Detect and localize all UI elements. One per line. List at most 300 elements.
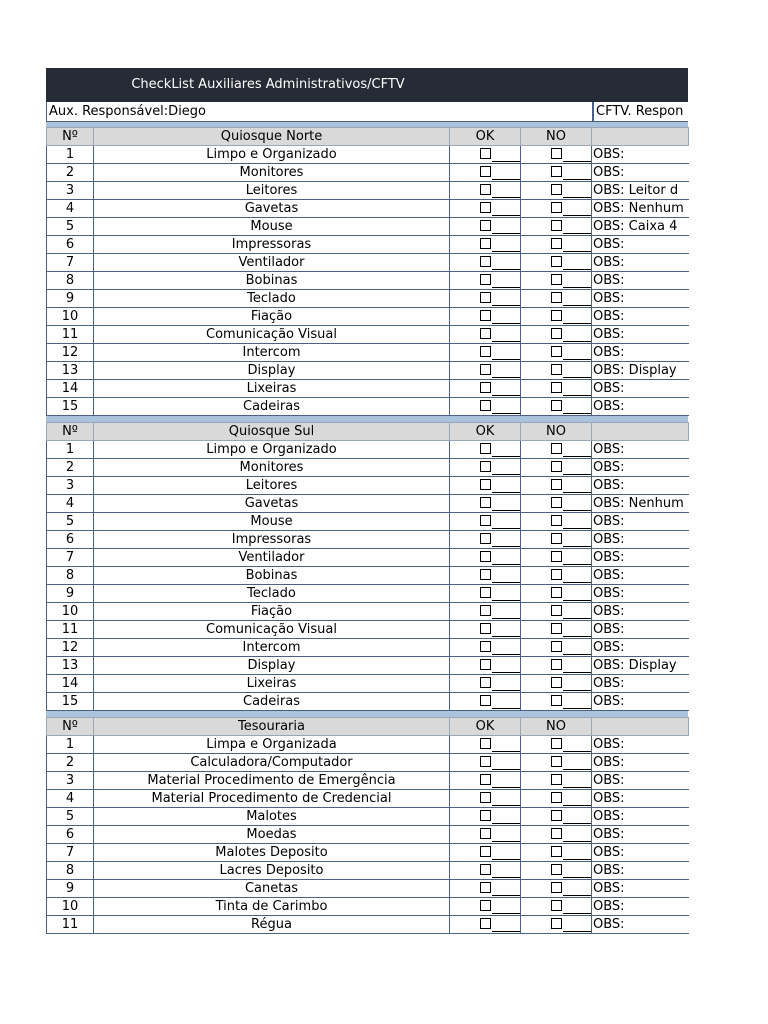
obs-field[interactable]: OBS: [592, 254, 689, 272]
header-ok: OK [450, 718, 521, 736]
no-cell [521, 898, 592, 916]
underline [492, 708, 520, 709]
underline [492, 582, 520, 583]
ok-checkbox[interactable] [480, 792, 491, 803]
item-number: 14 [47, 675, 94, 693]
item-name: Material Procedimento de Credencial [94, 790, 450, 808]
no-cell [521, 862, 592, 880]
no-checkbox[interactable] [551, 346, 562, 357]
item-name: Comunicação Visual [94, 621, 450, 639]
underline [492, 323, 520, 324]
obs-field[interactable]: OBS: [592, 477, 689, 495]
item-name: Lixeiras [94, 380, 450, 398]
item-number: 15 [47, 398, 94, 416]
underline [492, 510, 520, 511]
header-num: Nº [47, 423, 94, 441]
obs-field[interactable]: OBS: [592, 790, 689, 808]
ok-checkbox[interactable] [480, 479, 491, 490]
item-name: Tinta de Carimbo [94, 898, 450, 916]
no-checkbox[interactable] [551, 587, 562, 598]
item-number: 3 [47, 182, 94, 200]
obs-field[interactable]: OBS: Caixa 4 [592, 218, 689, 236]
no-checkbox[interactable] [551, 400, 562, 411]
obs-field[interactable]: OBS: Nenhum [592, 495, 689, 513]
table-row [47, 272, 689, 290]
no-checkbox[interactable] [551, 166, 562, 177]
item-number: 8 [47, 862, 94, 880]
no-checkbox[interactable] [551, 551, 562, 562]
item-number: 7 [47, 844, 94, 862]
no-checkbox[interactable] [551, 774, 562, 785]
underline [563, 895, 591, 896]
no-checkbox[interactable] [551, 202, 562, 213]
no-cell [521, 326, 592, 344]
underline [563, 251, 591, 252]
ok-checkbox[interactable] [480, 310, 491, 321]
no-cell [521, 290, 592, 308]
no-checkbox[interactable] [551, 918, 562, 929]
underline [563, 161, 591, 162]
item-name: Lacres Deposito [94, 862, 450, 880]
underline [492, 600, 520, 601]
item-name: Malotes [94, 808, 450, 826]
table-row [47, 344, 689, 362]
item-name: Limpa e Organizada [94, 736, 450, 754]
item-number: 9 [47, 585, 94, 603]
item-name: Cadeiras [94, 398, 450, 416]
table-row [47, 754, 689, 772]
ok-checkbox[interactable] [480, 882, 491, 893]
ok-checkbox[interactable] [480, 641, 491, 652]
ok-checkbox[interactable] [480, 828, 491, 839]
no-checkbox[interactable] [551, 274, 562, 285]
item-number: 1 [47, 146, 94, 164]
item-name: Ventilador [94, 254, 450, 272]
no-checkbox[interactable] [551, 497, 562, 508]
obs-field[interactable]: OBS: [592, 862, 689, 880]
no-cell [521, 808, 592, 826]
obs-field[interactable]: OBS: [592, 675, 689, 693]
no-checkbox[interactable] [551, 479, 562, 490]
no-checkbox[interactable] [551, 864, 562, 875]
underline [492, 769, 520, 770]
table-row [47, 254, 689, 272]
ok-cell [450, 477, 521, 495]
no-checkbox[interactable] [551, 756, 562, 767]
ok-checkbox[interactable] [480, 918, 491, 929]
no-cell [521, 362, 592, 380]
obs-field[interactable]: OBS: [592, 898, 689, 916]
ok-cell [450, 146, 521, 164]
no-checkbox[interactable] [551, 461, 562, 472]
section-title: Quiosque Sul [94, 423, 450, 441]
no-checkbox[interactable] [551, 443, 562, 454]
underline [492, 413, 520, 414]
no-cell [521, 916, 592, 934]
item-number: 5 [47, 218, 94, 236]
ok-cell [450, 380, 521, 398]
item-number: 10 [47, 308, 94, 326]
ok-cell [450, 308, 521, 326]
ok-cell [450, 603, 521, 621]
ok-checkbox[interactable] [480, 774, 491, 785]
ok-checkbox[interactable] [480, 220, 491, 231]
ok-checkbox[interactable] [480, 382, 491, 393]
underline [492, 546, 520, 547]
obs-field[interactable]: OBS: [592, 567, 689, 585]
no-checkbox[interactable] [551, 659, 562, 670]
underline [563, 708, 591, 709]
no-checkbox[interactable] [551, 364, 562, 375]
no-checkbox[interactable] [551, 846, 562, 857]
underline [563, 305, 591, 306]
responsible-row [46, 102, 688, 122]
table-row [47, 459, 689, 477]
no-checkbox[interactable] [551, 605, 562, 616]
no-checkbox[interactable] [551, 828, 562, 839]
ok-checkbox[interactable] [480, 551, 491, 562]
ok-checkbox[interactable] [480, 810, 491, 821]
obs-field[interactable]: OBS: Display [592, 657, 689, 675]
no-checkbox[interactable] [551, 515, 562, 526]
item-number: 4 [47, 200, 94, 218]
ok-checkbox[interactable] [480, 497, 491, 508]
no-cell [521, 754, 592, 772]
underline [563, 179, 591, 180]
obs-field[interactable]: OBS: [592, 236, 689, 254]
underline [492, 636, 520, 637]
underline [563, 751, 591, 752]
item-name: Fiação [94, 603, 450, 621]
item-name: Moedas [94, 826, 450, 844]
table-row [47, 567, 689, 585]
table-row [47, 362, 689, 380]
underline [563, 690, 591, 691]
ok-cell [450, 790, 521, 808]
table-row [47, 862, 689, 880]
ok-checkbox[interactable] [480, 400, 491, 411]
ok-checkbox[interactable] [480, 864, 491, 875]
item-number: 5 [47, 513, 94, 531]
ok-checkbox[interactable] [480, 605, 491, 616]
ok-checkbox[interactable] [480, 166, 491, 177]
underline [492, 179, 520, 180]
underline [563, 582, 591, 583]
item-number: 8 [47, 567, 94, 585]
underline [492, 377, 520, 378]
ok-cell [450, 290, 521, 308]
item-name: Gavetas [94, 495, 450, 513]
item-number: 6 [47, 531, 94, 549]
underline [492, 859, 520, 860]
checklist-title: CheckList Auxiliares Administrativos/CFTV [131, 77, 405, 92]
table-row [47, 603, 689, 621]
underline [563, 769, 591, 770]
obs-field[interactable]: OBS: [592, 272, 689, 290]
no-checkbox[interactable] [551, 900, 562, 911]
item-name: Lixeiras [94, 675, 450, 693]
ok-checkbox[interactable] [480, 443, 491, 454]
obs-field[interactable]: OBS: [592, 459, 689, 477]
obs-field[interactable]: OBS: [592, 772, 689, 790]
item-name: Gavetas [94, 200, 450, 218]
item-number: 1 [47, 441, 94, 459]
table-row [47, 218, 689, 236]
underline [563, 546, 591, 547]
item-number: 15 [47, 693, 94, 711]
no-checkbox[interactable] [551, 677, 562, 688]
no-checkbox[interactable] [551, 238, 562, 249]
no-cell [521, 639, 592, 657]
checklist-sheet [46, 68, 688, 934]
header-obs [592, 423, 689, 441]
ok-checkbox[interactable] [480, 623, 491, 634]
obs-field[interactable]: OBS: [592, 808, 689, 826]
header-ok: OK [450, 423, 521, 441]
underline [492, 895, 520, 896]
underline [563, 323, 591, 324]
ok-checkbox[interactable] [480, 569, 491, 580]
header-obs [592, 718, 689, 736]
underline [492, 618, 520, 619]
ok-checkbox[interactable] [480, 900, 491, 911]
no-cell [521, 308, 592, 326]
ok-checkbox[interactable] [480, 533, 491, 544]
obs-field[interactable]: OBS: [592, 308, 689, 326]
item-name: Intercom [94, 639, 450, 657]
section-title: Quiosque Norte [94, 128, 450, 146]
no-checkbox[interactable] [551, 695, 562, 706]
underline [563, 456, 591, 457]
table-row [47, 657, 689, 675]
obs-field[interactable]: OBS: [592, 693, 689, 711]
item-name: Mouse [94, 513, 450, 531]
item-name: Impressoras [94, 531, 450, 549]
no-cell [521, 549, 592, 567]
header-no: NO [521, 718, 592, 736]
ok-checkbox[interactable] [480, 184, 491, 195]
underline [563, 877, 591, 878]
obs-field[interactable]: OBS: [592, 736, 689, 754]
no-cell [521, 200, 592, 218]
item-name: Material Procedimento de Emergência [94, 772, 450, 790]
ok-checkbox[interactable] [480, 292, 491, 303]
ok-checkbox[interactable] [480, 202, 491, 213]
item-name: Teclado [94, 585, 450, 603]
no-checkbox[interactable] [551, 882, 562, 893]
item-number: 10 [47, 898, 94, 916]
table-row [47, 380, 689, 398]
underline [563, 672, 591, 673]
underline [563, 269, 591, 270]
underline [492, 474, 520, 475]
underline [492, 233, 520, 234]
item-number: 5 [47, 808, 94, 826]
underline [492, 787, 520, 788]
underline [492, 564, 520, 565]
section-header-row [47, 718, 689, 736]
table-row [47, 398, 689, 416]
no-checkbox[interactable] [551, 382, 562, 393]
no-checkbox[interactable] [551, 220, 562, 231]
underline [492, 805, 520, 806]
obs-field[interactable]: OBS: [592, 585, 689, 603]
underline [563, 197, 591, 198]
ok-checkbox[interactable] [480, 346, 491, 357]
ok-cell [450, 164, 521, 182]
no-cell [521, 826, 592, 844]
ok-checkbox[interactable] [480, 677, 491, 688]
obs-field[interactable]: OBS: [592, 513, 689, 531]
table-row [47, 182, 689, 200]
obs-field[interactable]: OBS: [592, 146, 689, 164]
obs-field[interactable]: OBS: [592, 826, 689, 844]
ok-checkbox[interactable] [480, 461, 491, 472]
underline [563, 636, 591, 637]
ok-checkbox[interactable] [480, 738, 491, 749]
underline [563, 377, 591, 378]
table-row [47, 693, 689, 711]
no-checkbox[interactable] [551, 810, 562, 821]
table-row [47, 826, 689, 844]
ok-cell [450, 754, 521, 772]
obs-field[interactable]: OBS: [592, 916, 689, 934]
obs-field[interactable]: OBS: Nenhum [592, 200, 689, 218]
obs-field[interactable]: OBS: [592, 398, 689, 416]
item-name: Monitores [94, 459, 450, 477]
underline [492, 287, 520, 288]
underline [492, 269, 520, 270]
underline [492, 251, 520, 252]
obs-field[interactable]: OBS: [592, 344, 689, 362]
no-cell [521, 380, 592, 398]
obs-field[interactable]: OBS: [592, 880, 689, 898]
item-number: 6 [47, 236, 94, 254]
item-number: 2 [47, 459, 94, 477]
no-cell [521, 790, 592, 808]
item-name: Intercom [94, 344, 450, 362]
table-row [47, 146, 689, 164]
obs-field[interactable]: OBS: [592, 549, 689, 567]
underline [563, 859, 591, 860]
item-name: Bobinas [94, 272, 450, 290]
obs-field[interactable]: OBS: [592, 290, 689, 308]
item-number: 11 [47, 326, 94, 344]
no-checkbox[interactable] [551, 310, 562, 321]
table-row [47, 639, 689, 657]
obs-field[interactable]: OBS: [592, 754, 689, 772]
obs-field[interactable]: OBS: [592, 441, 689, 459]
no-checkbox[interactable] [551, 569, 562, 580]
obs-field[interactable]: OBS: [592, 639, 689, 657]
ok-checkbox[interactable] [480, 148, 491, 159]
underline [563, 787, 591, 788]
ok-cell [450, 880, 521, 898]
underline [563, 823, 591, 824]
item-name: Régua [94, 916, 450, 934]
table-row [47, 898, 689, 916]
item-name: Cadeiras [94, 693, 450, 711]
obs-field[interactable]: OBS: Leitor d [592, 182, 689, 200]
underline [492, 359, 520, 360]
no-cell [521, 603, 592, 621]
ok-checkbox[interactable] [480, 515, 491, 526]
checklist-table [46, 422, 689, 711]
table-row [47, 790, 689, 808]
ok-checkbox[interactable] [480, 364, 491, 375]
no-checkbox[interactable] [551, 641, 562, 652]
ok-checkbox[interactable] [480, 695, 491, 706]
item-name: Display [94, 657, 450, 675]
obs-field[interactable]: OBS: [592, 531, 689, 549]
item-number: 7 [47, 549, 94, 567]
underline [492, 456, 520, 457]
section-header-row [47, 423, 689, 441]
ok-checkbox[interactable] [480, 756, 491, 767]
obs-field[interactable]: OBS: [592, 164, 689, 182]
no-checkbox[interactable] [551, 533, 562, 544]
underline [563, 600, 591, 601]
ok-checkbox[interactable] [480, 846, 491, 857]
ok-checkbox[interactable] [480, 328, 491, 339]
obs-field[interactable]: OBS: [592, 844, 689, 862]
underline [492, 197, 520, 198]
table-row [47, 808, 689, 826]
item-name: Monitores [94, 164, 450, 182]
no-checkbox[interactable] [551, 792, 562, 803]
no-cell [521, 164, 592, 182]
no-checkbox[interactable] [551, 148, 562, 159]
item-name: Leitores [94, 477, 450, 495]
ok-cell [450, 844, 521, 862]
ok-cell [450, 218, 521, 236]
obs-field[interactable]: OBS: [592, 603, 689, 621]
underline [563, 528, 591, 529]
obs-field[interactable]: OBS: Display [592, 362, 689, 380]
underline [563, 492, 591, 493]
no-checkbox[interactable] [551, 292, 562, 303]
no-cell [521, 531, 592, 549]
underline [563, 913, 591, 914]
underline [492, 913, 520, 914]
ok-cell [450, 657, 521, 675]
underline [563, 841, 591, 842]
obs-field[interactable]: OBS: [592, 380, 689, 398]
ok-cell [450, 585, 521, 603]
ok-checkbox[interactable] [480, 238, 491, 249]
obs-field[interactable]: OBS: [592, 621, 689, 639]
no-checkbox[interactable] [551, 738, 562, 749]
ok-checkbox[interactable] [480, 256, 491, 267]
table-row [47, 880, 689, 898]
item-number: 12 [47, 639, 94, 657]
ok-checkbox[interactable] [480, 587, 491, 598]
no-cell [521, 344, 592, 362]
item-name: Limpo e Organizado [94, 146, 450, 164]
no-cell [521, 495, 592, 513]
no-checkbox[interactable] [551, 328, 562, 339]
no-checkbox[interactable] [551, 256, 562, 267]
obs-field[interactable]: OBS: [592, 326, 689, 344]
no-checkbox[interactable] [551, 623, 562, 634]
ok-cell [450, 513, 521, 531]
no-checkbox[interactable] [551, 184, 562, 195]
ok-checkbox[interactable] [480, 659, 491, 670]
no-cell [521, 272, 592, 290]
ok-checkbox[interactable] [480, 274, 491, 285]
ok-cell [450, 549, 521, 567]
table-row [47, 441, 689, 459]
